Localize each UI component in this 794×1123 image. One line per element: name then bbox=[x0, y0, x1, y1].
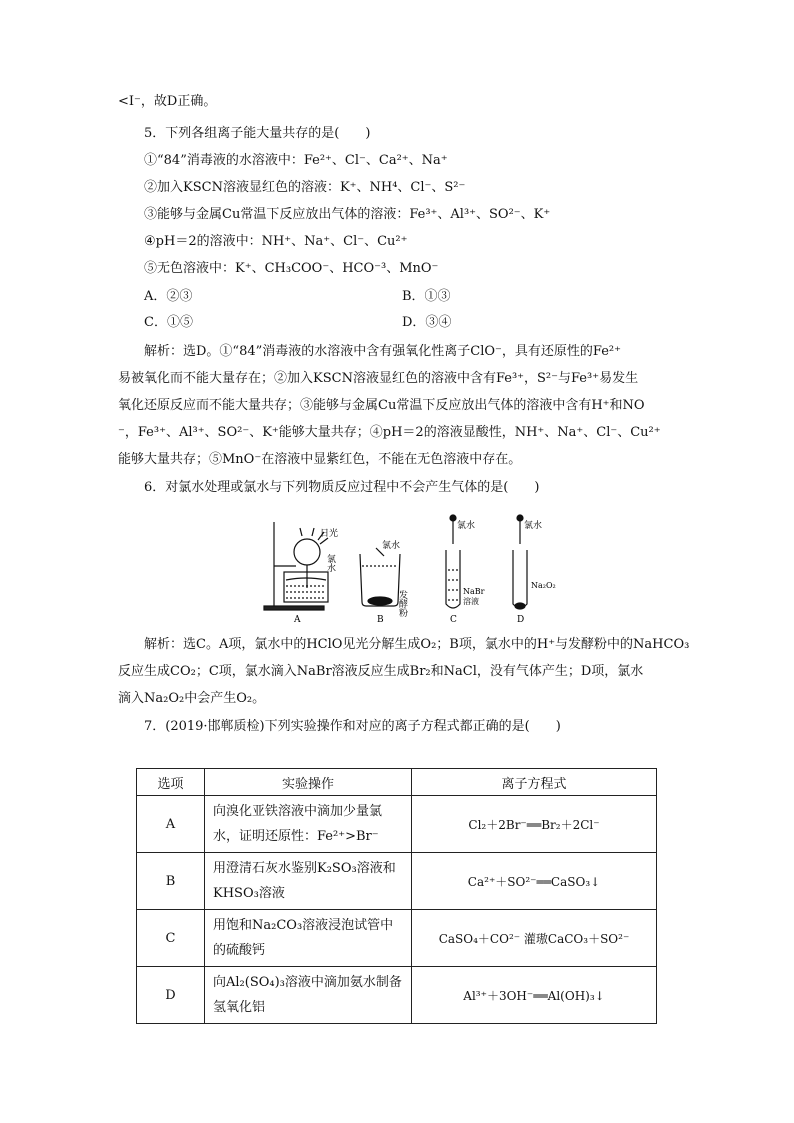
label-solution: 溶液 bbox=[463, 597, 479, 606]
row-equation: Cl₂＋2Br⁻══Br₂＋2Cl⁻ bbox=[412, 796, 657, 853]
label-na2o2: Na₂O₂ bbox=[531, 581, 556, 590]
label-sunlight: 日光 bbox=[320, 529, 339, 539]
label-c: C bbox=[450, 615, 457, 625]
question-5-item-3: ③能够与金属Cu常温下反应放出气体的溶液：Fe³⁺、Al³⁺、SO²⁻、K⁺ bbox=[144, 207, 551, 222]
row-option: D bbox=[137, 967, 205, 1024]
question-5-option-d: D．③④ bbox=[402, 315, 452, 330]
question-5-analysis-3: 氧化还原反应而不能大量共存；③能够与金属Cu常温下反应放出气体的溶液中含有H⁺和NO bbox=[118, 398, 645, 413]
header-equation: 离子方程式 bbox=[412, 769, 657, 796]
label-chlorine-water-b: 氯水 bbox=[382, 541, 401, 551]
question-5-item-5: ⑤无色溶液中：K⁺、CH₃COO⁻、HCO⁻³、MnO⁻ bbox=[144, 261, 439, 276]
row-operation: 用澄清石灰水鉴别K₂SO₃溶液和KHSO₃溶液 bbox=[205, 853, 412, 910]
question-6-analysis-3: 滴入Na₂O₂中会产生O₂。 bbox=[118, 691, 266, 706]
question-5-analysis-4: ⁻，Fe³⁺、Al³⁺、SO²⁻、K⁺能够大量共存；④pH＝2的溶液显酸性，NH⁺、Na⁺、Cl⁻、Cu²⁺ bbox=[118, 425, 661, 440]
row-option: B bbox=[137, 853, 205, 910]
label-b: B bbox=[377, 615, 384, 625]
question-6-analysis-1: 解析：选C。A项，氯水中的HClO见光分解生成O₂；B项，氯水中的H⁺与发酵粉中的NaHCO₃ bbox=[144, 637, 690, 652]
label-d: D bbox=[517, 615, 525, 625]
table-row bbox=[137, 853, 657, 910]
question-5-analysis-5: 能够大量共存；⑤MnO⁻在溶液中显紫红色，不能在无色溶液中存在。 bbox=[118, 452, 522, 467]
label-chlorine-water-a: 氯水 bbox=[325, 554, 335, 572]
text-line-1: <I⁻，故D正确。 bbox=[118, 94, 217, 109]
question-6-analysis-2: 反应生成CO₂；C项，氯水滴入NaBr溶液反应生成Br₂和NaCl，没有气体产生；D项，氯水 bbox=[118, 664, 644, 679]
row-equation: Ca²⁺＋SO²⁻══CaSO₃↓ bbox=[412, 853, 657, 910]
table-row bbox=[137, 967, 657, 1024]
question-5-item-2: ②加入KSCN溶液显红色的溶液：K⁺、NH⁴、Cl⁻、S²⁻ bbox=[144, 180, 466, 195]
table-row bbox=[137, 796, 657, 853]
label-nabr: NaBr bbox=[463, 587, 485, 596]
question-7-stem: 7．(2019·邯郸质检)下列实验操作和对应的离子方程式都正确的是( ) bbox=[144, 719, 561, 734]
question-5-analysis-1: 解析：选D。①“84”消毒液的水溶液中含有强氧化性离子ClO⁻，具有还原性的Fe²⁺ bbox=[144, 344, 621, 359]
stand-base bbox=[264, 606, 324, 610]
experiment-diagram bbox=[250, 508, 560, 626]
label-dropper-c: 氯水 bbox=[457, 521, 476, 531]
question-5-option-c: C．①⑤ bbox=[144, 315, 193, 330]
label-baking-powder: 发酵粉 bbox=[397, 590, 407, 617]
question-5-option-a: A．②③ bbox=[144, 289, 193, 304]
header-option: 选项 bbox=[137, 769, 205, 796]
row-equation: Al³⁺＋3OH⁻══Al(OH)₃↓ bbox=[412, 967, 657, 1024]
options-table bbox=[136, 768, 657, 1024]
question-6-stem: 6．对氯水处理或氯水与下列物质反应过程中不会产生气体的是( ) bbox=[144, 480, 540, 495]
table-header-row bbox=[137, 769, 657, 796]
question-5-option-b: B．①③ bbox=[402, 289, 451, 304]
row-operation: 用饱和Na₂CO₃溶液浸泡试管中的硫酸钙 bbox=[205, 910, 412, 967]
row-equation: CaSO₄＋CO²⁻ 灌璈CaCO₃＋SO²⁻ bbox=[412, 910, 657, 967]
label-a: A bbox=[294, 615, 301, 625]
question-5-analysis-2: 易被氧化而不能大量存在；②加入KSCN溶液显红色的溶液中含有Fe³⁺，S²⁻与Fe³⁺易发生 bbox=[118, 371, 639, 386]
experiment-figure bbox=[250, 508, 560, 626]
question-5-item-4: ④pH＝2的溶液中：NH⁺、Na⁺、Cl⁻、Cu²⁺ bbox=[144, 234, 408, 249]
question-5-item-1: ①“84”消毒液的水溶液中：Fe²⁺、Cl⁻、Ca²⁺、Na⁺ bbox=[144, 153, 448, 168]
row-option: C bbox=[137, 910, 205, 967]
row-operation: 向溴化亚铁溶液中滴加少量氯水，证明还原性：Fe²⁺>Br⁻ bbox=[205, 796, 412, 853]
question-5-stem: 5．下列各组离子能大量共存的是( ) bbox=[144, 126, 371, 141]
header-operation: 实验操作 bbox=[205, 769, 412, 796]
row-operation: 向Al₂(SO₄)₃溶液中滴加氨水制备氢氧化铝 bbox=[205, 967, 412, 1024]
label-dropper-d: 氯水 bbox=[524, 521, 543, 531]
row-option: A bbox=[137, 796, 205, 853]
table-row bbox=[137, 910, 657, 967]
